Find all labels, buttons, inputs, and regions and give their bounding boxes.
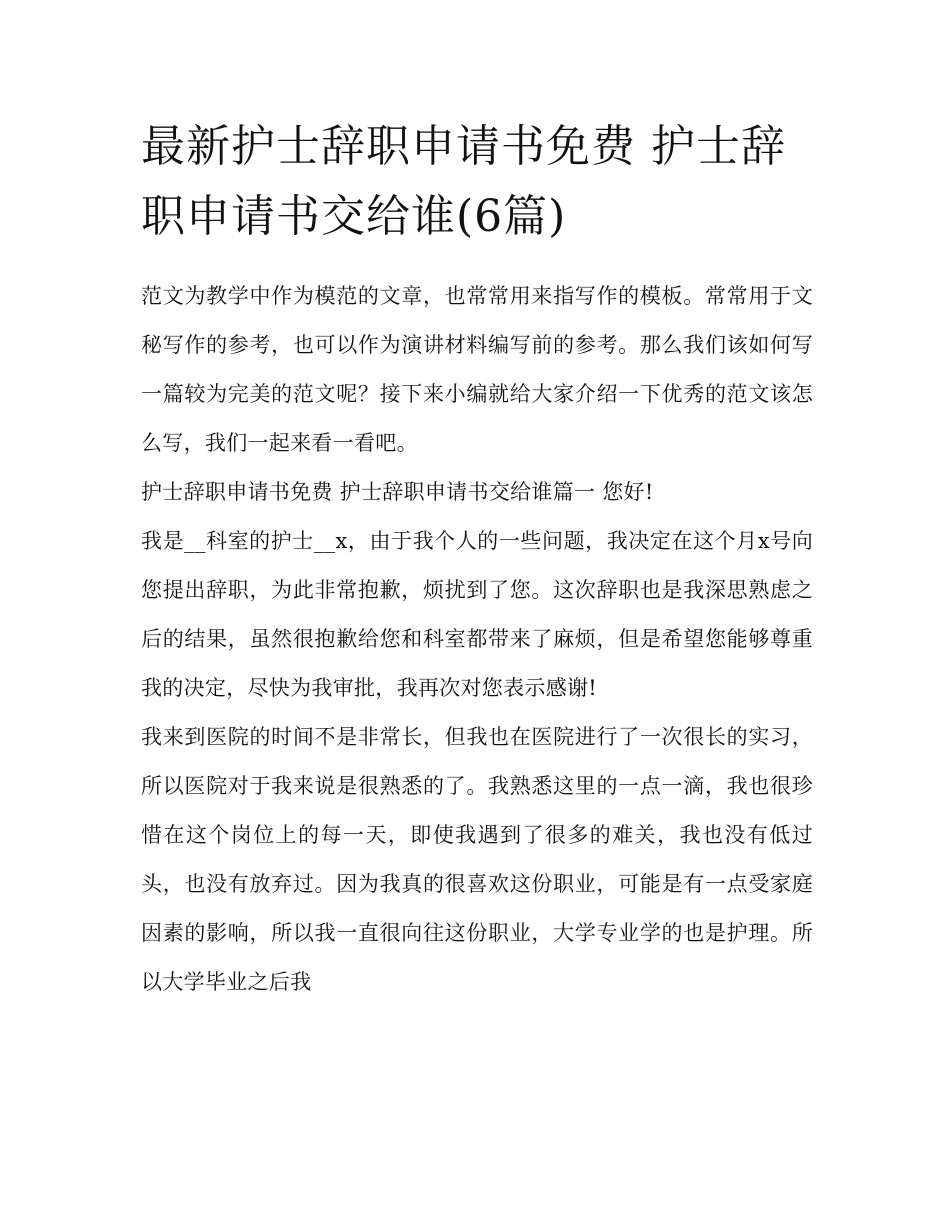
section-heading-line: 护士辞职申请书免费 护士辞职申请书交给谁篇一 您好! [141, 480, 654, 504]
body-paragraph: 我是__科室的护士__x，由于我个人的一些问题，我决定在这个月x号向您提出辞职，为此非常抱歉，烦扰到了您。这次辞职也是我深思熟虑之后的结果，虽然很抱歉给您和科室都带来了麻烦，但是希望您能够尊重我的决定，尽快为我审批，我再次对您表示感谢! [141, 529, 813, 700]
body-paragraph: 我来到医院的时间不是非常长，但我也在医院进行了一次很长的实习，所以医院对于我来说是很熟悉的了。我熟悉这里的一点一滴，我也很珍惜在这个岗位上的每一天，即使我遇到了很多的难关，我也没有低过头，也没有放弃过。因为我真的很喜欢这份职业，可能是有一点受家庭因素的影响，所以我一直很向往这份职业，大学专业学的也是护理。所以大学毕业之后我 [141, 725, 813, 994]
intro-paragraph: 范文为教学中作为模范的文章，也常常用来指写作的模板。常常用于文秘写作的参考，也可以作为演讲材料编写前的参考。那么我们该如何写一篇较为完美的范文呢？接下来小编就给大家介绍一下优秀的范文该怎么写，我们一起来看一看吧。 [141, 284, 813, 455]
document-body [141, 112, 813, 1007]
document-title: 最新护士辞职申请书免费 护士辞职申请书交给谁(6篇) [141, 121, 786, 242]
